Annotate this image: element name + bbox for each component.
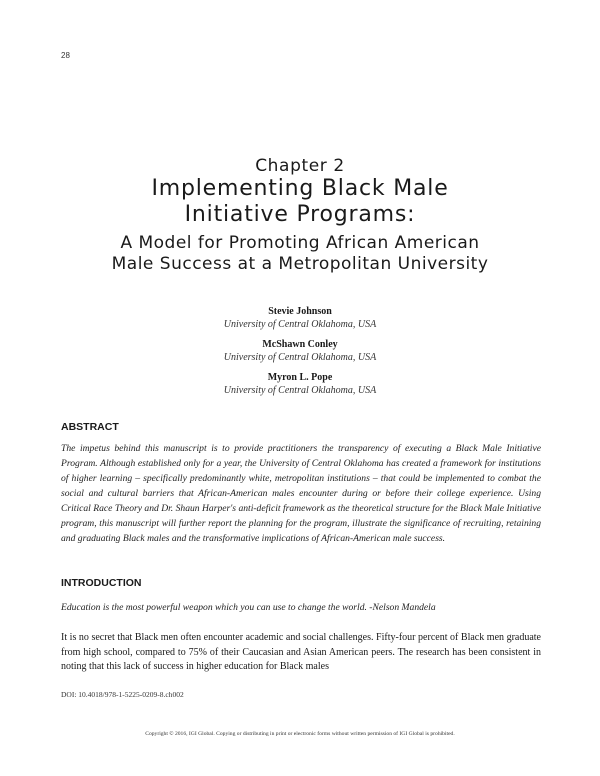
author-affiliation: University of Central Oklahoma, USA [223,385,377,396]
author-affiliation: University of Central Oklahoma, USA [223,352,377,363]
chapter-title-line-1: Implementing Black Male [151,176,449,201]
abstract-text: The impetus behind this manuscript is to provide practitioners the transparency of executing a Black Male Initiative Program. Although established only for a year, the University of Central Oklahoma has created a framework for institutions of higher learning – specifically predominantly white, metropolitan institutions – that could be implemented to combat the social and cultural barriers that African-American males encounter during or before their college experience. Using Critical Race Theory and Dr. Shaun Harper's anti-deficit framework as the theoretical structure for the Black Male Initiative program, this manuscript will further report the planning for the program, illustrate the significance of recruiting, retaining and graduating Black males and the transformative implications of African-American male success. [61,443,541,544]
author-entry [0,305,600,331]
doi-text: DOI: 10.4018/978-1-5225-0209-8.ch002 [61,690,184,699]
author-affiliation: University of Central Oklahoma, USA [223,319,377,330]
author-entry [0,338,600,364]
author-entry [0,371,600,397]
chapter-subtitle-line-1: A Model for Promoting African American [120,233,480,253]
author-name: Myron L. Pope [267,372,333,383]
author-name: Stevie Johnson [268,306,332,317]
chapter-title-line-2: Initiative Programs: [184,202,416,227]
author-list [0,305,600,404]
introduction-heading: INTRODUCTION [61,577,142,589]
abstract-heading: ABSTRACT [61,421,119,433]
chapter-subtitle [0,233,600,275]
chapter-title [0,176,600,228]
chapter-label: Chapter 2 [255,156,345,176]
introduction-paragraph: It is no secret that Black men often encounter academic and social challenges. Fifty-four percent of Black men graduate from high school, compared to 75% of their Caucasian and Asian American peers. The research has been consistent in noting that this lack of success in higher education for Black males [61,632,541,672]
chapter-subtitle-line-2: Male Success at a Metropolitan University [111,254,489,274]
page-number: 28 [61,51,70,60]
epigraph-quote: Education is the most powerful weapon which you can use to change the world. -Nelson Mandela [61,602,436,613]
author-name: McShawn Conley [262,339,338,350]
copyright-notice: Copyright © 2016, IGI Global. Copying or distributing in print or electronic forms without written permission of IGI Global is prohibited. [145,731,455,737]
